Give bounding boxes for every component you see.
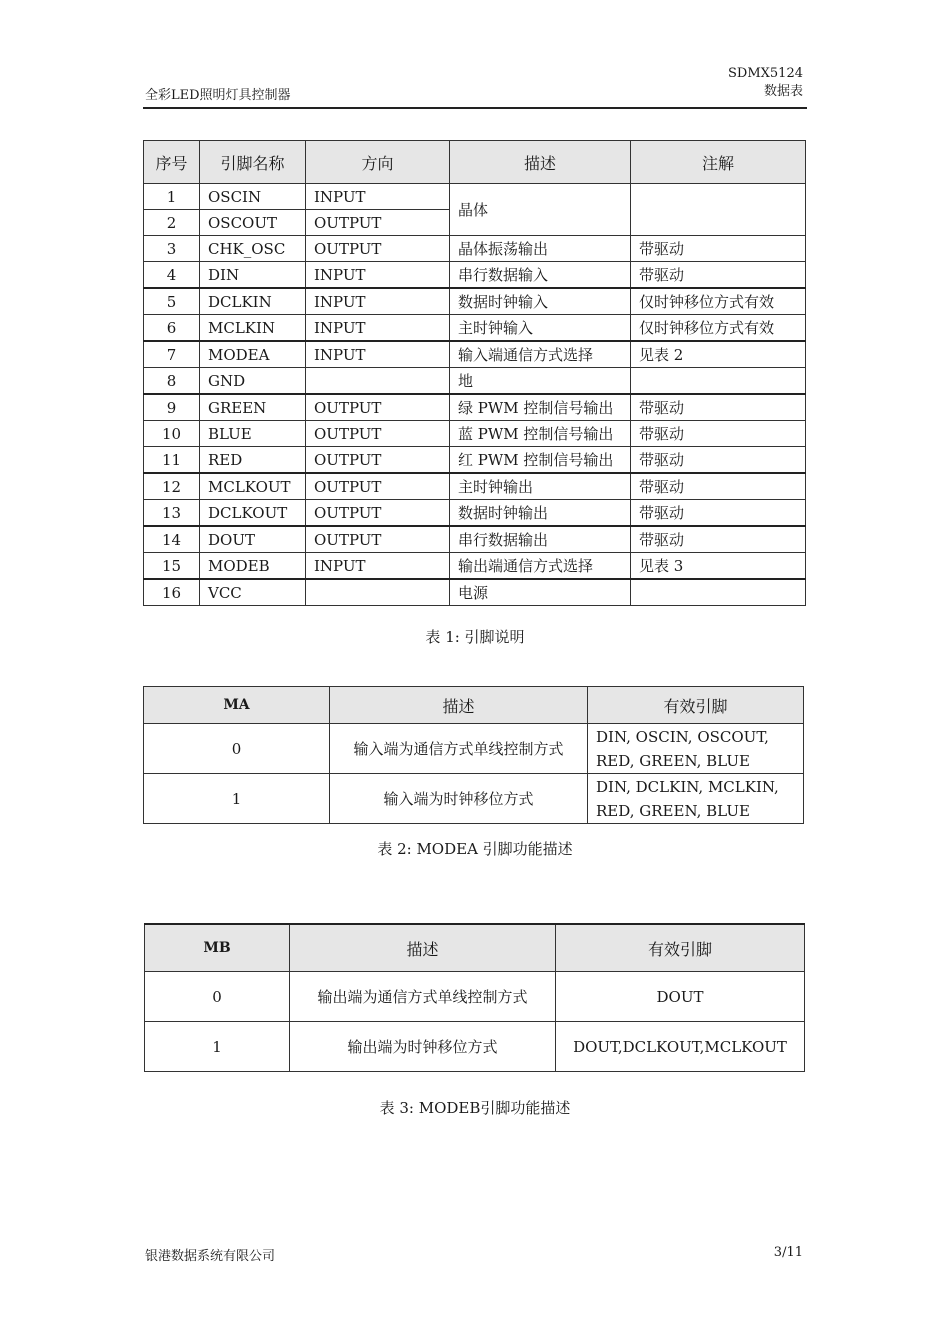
footer-page-number: 3/11 xyxy=(773,1245,803,1260)
cell-note: 带驱动 xyxy=(631,473,806,500)
cell-pin-name: VCC xyxy=(200,579,306,606)
col-header-valid-pins: 有效引脚 xyxy=(588,687,804,724)
cell-note: 带驱动 xyxy=(631,500,806,527)
cell-no: 5 xyxy=(144,288,200,315)
cell-direction: OUTPUT xyxy=(306,236,450,262)
header-rule xyxy=(143,107,807,109)
cell-description: 输出端为通信方式单线控制方式 xyxy=(290,972,556,1022)
cell-no: 7 xyxy=(144,341,200,368)
table-header-row xyxy=(145,924,805,972)
cell-description: 晶体振荡输出 xyxy=(450,236,631,262)
cell-no: 13 xyxy=(144,500,200,527)
cell-description: 主时钟输入 xyxy=(450,315,631,342)
cell-direction: INPUT xyxy=(306,262,450,289)
valid-pins-line: DIN, OSCIN, OSCOUT, xyxy=(596,727,769,746)
cell-valid-pins: DOUT xyxy=(556,972,805,1022)
cell-pin-name: MODEB xyxy=(200,553,306,580)
cell-description: 输入端为时钟移位方式 xyxy=(330,774,588,824)
table-row xyxy=(144,315,806,342)
cell-direction xyxy=(306,368,450,395)
table-row xyxy=(144,262,806,289)
table-row xyxy=(144,774,804,824)
cell-mb-value: 1 xyxy=(145,1022,290,1072)
cell-description: 地 xyxy=(450,368,631,395)
header-doc-type: 数据表 xyxy=(763,84,803,99)
cell-valid-pins xyxy=(588,724,804,774)
cell-description: 主时钟输出 xyxy=(450,473,631,500)
valid-pins-line: DIN, DCLKIN, MCLKIN, xyxy=(596,777,779,796)
col-header-valid-pins: 有效引脚 xyxy=(556,924,805,972)
cell-note: 带驱动 xyxy=(631,262,806,289)
cell-direction: OUTPUT xyxy=(306,394,450,421)
col-header-direction: 方向 xyxy=(306,141,450,184)
cell-description: 红 PWM 控制信号输出 xyxy=(450,447,631,474)
col-header-note: 注解 xyxy=(631,141,806,184)
table3-caption: 表 3: MODEB引脚功能描述 xyxy=(379,1099,571,1117)
table-row xyxy=(144,579,806,606)
table-row xyxy=(144,724,804,774)
cell-direction: OUTPUT xyxy=(306,421,450,447)
cell-no: 1 xyxy=(144,184,200,210)
cell-direction: OUTPUT xyxy=(306,500,450,527)
table-row xyxy=(144,447,806,474)
col-header-description: 描述 xyxy=(450,141,631,184)
cell-note xyxy=(631,184,806,236)
valid-pins-line: RED, GREEN, BLUE xyxy=(596,801,750,820)
cell-pin-name: DCLKOUT xyxy=(200,500,306,527)
cell-direction: OUTPUT xyxy=(306,473,450,500)
cell-pin-name: DIN xyxy=(200,262,306,289)
cell-note xyxy=(631,579,806,606)
table-row xyxy=(144,394,806,421)
cell-pin-name: MCLKOUT xyxy=(200,473,306,500)
cell-no: 12 xyxy=(144,473,200,500)
table-header-row xyxy=(144,141,806,184)
cell-direction: OUTPUT xyxy=(306,210,450,236)
table-row xyxy=(144,421,806,447)
cell-mb-value: 0 xyxy=(145,972,290,1022)
table-row xyxy=(145,972,805,1022)
cell-description: 串行数据输出 xyxy=(450,526,631,553)
cell-description: 电源 xyxy=(450,579,631,606)
cell-direction: INPUT xyxy=(306,315,450,342)
table-row xyxy=(144,500,806,527)
cell-pin-name: OSCOUT xyxy=(200,210,306,236)
header-doc-id xyxy=(728,65,803,101)
cell-no: 3 xyxy=(144,236,200,262)
col-header-pin-name: 引脚名称 xyxy=(200,141,306,184)
table-row xyxy=(144,341,806,368)
col-header-description: 描述 xyxy=(330,687,588,724)
table-row xyxy=(144,368,806,395)
cell-direction: INPUT xyxy=(306,341,450,368)
cell-no: 11 xyxy=(144,447,200,474)
cell-description: 输出端为时钟移位方式 xyxy=(290,1022,556,1072)
cell-description: 串行数据输入 xyxy=(450,262,631,289)
cell-no: 10 xyxy=(144,421,200,447)
cell-direction xyxy=(306,579,450,606)
table-row xyxy=(144,184,806,210)
col-header-mb: MB xyxy=(145,924,290,972)
cell-note: 见表 3 xyxy=(631,553,806,580)
cell-note: 带驱动 xyxy=(631,447,806,474)
cell-pin-name: MODEA xyxy=(200,341,306,368)
header-model: SDMX5124 xyxy=(728,66,803,81)
cell-pin-name: DCLKIN xyxy=(200,288,306,315)
cell-no: 6 xyxy=(144,315,200,342)
cell-no: 14 xyxy=(144,526,200,553)
table-row xyxy=(144,473,806,500)
cell-description: 晶体 xyxy=(450,184,631,236)
cell-note: 见表 2 xyxy=(631,341,806,368)
cell-description: 数据时钟输入 xyxy=(450,288,631,315)
cell-description: 输入端通信方式选择 xyxy=(450,341,631,368)
valid-pins-line: RED, GREEN, BLUE xyxy=(596,751,750,770)
cell-pin-name: MCLKIN xyxy=(200,315,306,342)
cell-pin-name: GND xyxy=(200,368,306,395)
cell-note: 仅时钟移位方式有效 xyxy=(631,315,806,342)
cell-description: 输入端为通信方式单线控制方式 xyxy=(330,724,588,774)
table-row xyxy=(144,553,806,580)
pin-description-table xyxy=(143,140,806,606)
cell-no: 4 xyxy=(144,262,200,289)
col-header-description: 描述 xyxy=(290,924,556,972)
cell-no: 8 xyxy=(144,368,200,395)
cell-pin-name: RED xyxy=(200,447,306,474)
cell-no: 9 xyxy=(144,394,200,421)
cell-direction: OUTPUT xyxy=(306,526,450,553)
cell-no: 2 xyxy=(144,210,200,236)
cell-note xyxy=(631,368,806,395)
modea-function-table xyxy=(143,686,804,824)
cell-valid-pins xyxy=(588,774,804,824)
cell-description: 输出端通信方式选择 xyxy=(450,553,631,580)
cell-pin-name: DOUT xyxy=(200,526,306,553)
cell-pin-name: CHK_OSC xyxy=(200,236,306,262)
table-header-row xyxy=(144,687,804,724)
cell-direction: OUTPUT xyxy=(306,447,450,474)
cell-description: 蓝 PWM 控制信号输出 xyxy=(450,421,631,447)
col-header-ma: MA xyxy=(144,687,330,724)
header-product-name: 全彩LED照明灯具控制器 xyxy=(145,88,291,103)
cell-pin-name: GREEN xyxy=(200,394,306,421)
table-row xyxy=(145,1022,805,1072)
table-row xyxy=(144,288,806,315)
col-header-no: 序号 xyxy=(144,141,200,184)
cell-note: 带驱动 xyxy=(631,394,806,421)
cell-ma-value: 1 xyxy=(144,774,330,824)
footer-company: 银港数据系统有限公司 xyxy=(145,1249,276,1264)
cell-direction: INPUT xyxy=(306,288,450,315)
cell-description: 绿 PWM 控制信号输出 xyxy=(450,394,631,421)
cell-note: 带驱动 xyxy=(631,526,806,553)
cell-note: 带驱动 xyxy=(631,421,806,447)
table2-caption: 表 2: MODEA 引脚功能描述 xyxy=(377,840,573,858)
cell-no: 16 xyxy=(144,579,200,606)
cell-direction: INPUT xyxy=(306,553,450,580)
cell-ma-value: 0 xyxy=(144,724,330,774)
cell-note: 带驱动 xyxy=(631,236,806,262)
cell-note: 仅时钟移位方式有效 xyxy=(631,288,806,315)
table-row xyxy=(144,236,806,262)
cell-valid-pins: DOUT,DCLKOUT,MCLKOUT xyxy=(556,1022,805,1072)
cell-direction: INPUT xyxy=(306,184,450,210)
modeb-function-table xyxy=(144,923,805,1072)
table1-caption: 表 1: 引脚说明 xyxy=(425,628,525,646)
cell-no: 15 xyxy=(144,553,200,580)
table-row xyxy=(144,526,806,553)
cell-description: 数据时钟输出 xyxy=(450,500,631,527)
cell-pin-name: BLUE xyxy=(200,421,306,447)
cell-pin-name: OSCIN xyxy=(200,184,306,210)
